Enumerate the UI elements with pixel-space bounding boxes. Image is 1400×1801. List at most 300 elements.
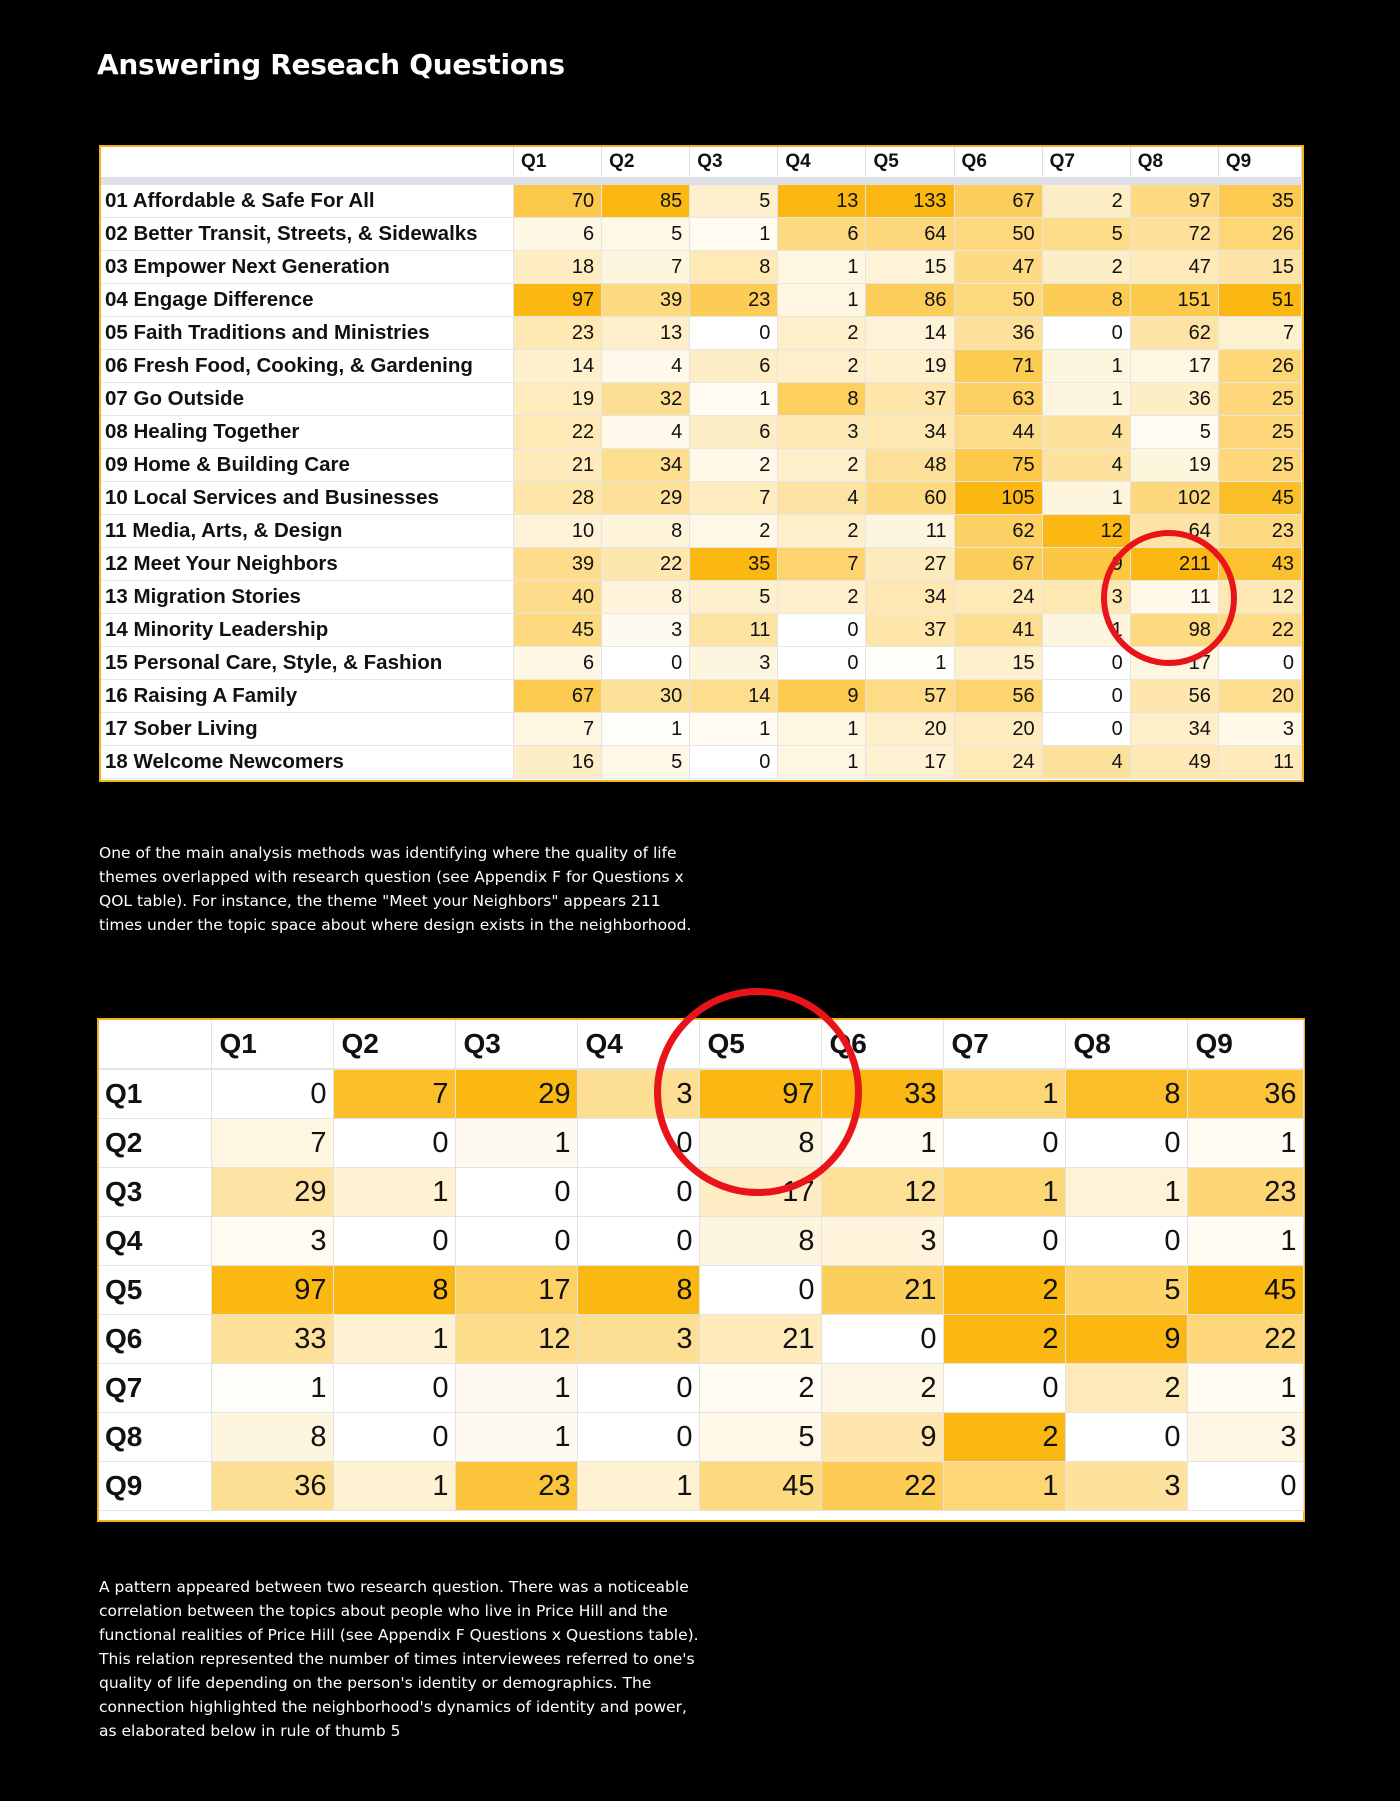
qol-cell: 22 [602,548,690,581]
qol-cell: 23 [690,284,778,317]
qol-cell: 4 [602,350,690,383]
qol-cell: 16 [514,746,602,779]
qq-cell: 0 [577,1364,699,1413]
qq-cell: 1 [455,1413,577,1462]
qol-cell: 1 [602,713,690,746]
qol-cell: 57 [866,680,954,713]
qq-cell: 0 [1065,1413,1187,1462]
qol-cell: 10 [514,515,602,548]
qq-col-header: Q7 [943,1020,1065,1069]
qq-cell: 12 [455,1315,577,1364]
qol-row-label: 02 Better Transit, Streets, & Sidewalks [101,218,514,251]
qol-cell: 20 [1218,680,1301,713]
qol-cell: 0 [1042,317,1130,350]
qq-row-label: Q1 [99,1069,211,1119]
qol-cell: 4 [1042,416,1130,449]
qq-row-label: Q7 [99,1364,211,1413]
qq-cell: 0 [943,1119,1065,1168]
qq-cell: 1 [1187,1119,1303,1168]
qq-cell: 29 [455,1069,577,1119]
qol-row [101,317,1302,350]
qol-cell: 25 [1218,449,1301,482]
qq-cell: 3 [1065,1462,1187,1511]
qq-cell: 5 [1065,1266,1187,1315]
paragraph-question-correlation: A pattern appeared between two research question. There was a noticeable correlation between the topics about people who live in Price Hill and the functional realities of Price Hill (see Appendix F Questions x Questions table). This relation represented the number of times interviewees referred to one's quality of life depending on the person's identity or demographics. The connection highlighted the neighborhood's dynamics of identity and power, as elaborated below in rule of thumb 5 [99,1578,699,1740]
qol-cell: 32 [602,383,690,416]
qol-cell: 60 [866,482,954,515]
qq-cell: 8 [699,1217,821,1266]
qq-row-label: Q6 [99,1315,211,1364]
qol-cell: 7 [1218,317,1301,350]
qol-row [101,383,1302,416]
qq-cell: 0 [1065,1119,1187,1168]
qol-col-header: Q9 [1218,147,1301,181]
qol-cell: 8 [602,515,690,548]
qol-table [101,147,1302,779]
qq-cell: 0 [333,1217,455,1266]
qol-cell: 1 [1042,482,1130,515]
qq-cell: 0 [455,1168,577,1217]
qol-cell: 39 [602,284,690,317]
qol-cell: 37 [866,614,954,647]
qq-cell: 22 [821,1462,943,1511]
qol-cell: 2 [1042,251,1130,284]
qol-cell: 24 [954,746,1042,779]
qol-cell: 8 [602,581,690,614]
qol-cell: 50 [954,218,1042,251]
qol-row-label: 16 Raising A Family [101,680,514,713]
qq-table [99,1020,1304,1511]
qq-row [99,1462,1303,1511]
qol-row-label: 18 Welcome Newcomers [101,746,514,779]
qol-cell: 98 [1130,614,1218,647]
qol-row [101,251,1302,284]
qol-cell: 0 [690,746,778,779]
qol-cell: 43 [1218,548,1301,581]
qol-cell: 1 [778,746,866,779]
qq-col-header: Q5 [699,1020,821,1069]
qq-cell: 17 [699,1168,821,1217]
qol-row [101,713,1302,746]
qq-cell: 0 [943,1364,1065,1413]
qq-cell: 0 [699,1266,821,1315]
qol-cell: 56 [954,680,1042,713]
qol-cell: 6 [690,416,778,449]
qol-cell: 102 [1130,482,1218,515]
qol-cell: 26 [1218,350,1301,383]
qq-cell: 3 [577,1315,699,1364]
qq-col-header: Q9 [1187,1020,1303,1069]
qol-cell: 11 [866,515,954,548]
qol-cell: 45 [514,614,602,647]
qol-cell: 36 [1130,383,1218,416]
qq-cell: 2 [699,1364,821,1413]
qq-col-header: Q2 [333,1020,455,1069]
qol-row [101,449,1302,482]
qol-cell: 1 [778,251,866,284]
qol-row-label: 06 Fresh Food, Cooking, & Gardening [101,350,514,383]
qol-cell: 1 [690,218,778,251]
qq-row [99,1168,1303,1217]
qol-cell: 2 [778,515,866,548]
qol-cell: 62 [1130,317,1218,350]
qq-cell: 97 [699,1069,821,1119]
qq-cell: 1 [333,1462,455,1511]
qol-row-label: 05 Faith Traditions and Ministries [101,317,514,350]
qol-row-label: 10 Local Services and Businesses [101,482,514,515]
qol-row-label: 17 Sober Living [101,713,514,746]
qol-cell: 20 [954,713,1042,746]
qol-cell: 3 [1218,713,1301,746]
qol-cell: 3 [690,647,778,680]
qol-row-label: 04 Engage Difference [101,284,514,317]
qol-row-label: 15 Personal Care, Style, & Fashion [101,647,514,680]
qol-cell: 28 [514,482,602,515]
qol-cell: 2 [778,317,866,350]
qol-cell: 56 [1130,680,1218,713]
qq-cell: 8 [211,1413,333,1462]
qq-cell: 1 [211,1364,333,1413]
qol-cell: 47 [954,251,1042,284]
qol-cell: 133 [866,181,954,218]
qq-cell: 2 [943,1266,1065,1315]
qq-cell: 8 [333,1266,455,1315]
qq-cell: 1 [943,1462,1065,1511]
qol-cell: 7 [602,251,690,284]
qq-cell: 7 [211,1119,333,1168]
qol-cell: 0 [1042,680,1130,713]
qol-cell: 86 [866,284,954,317]
qol-cell: 19 [514,383,602,416]
qq-cell: 1 [821,1119,943,1168]
qq-cell: 1 [943,1168,1065,1217]
qq-cell: 45 [699,1462,821,1511]
qq-cell: 1 [1187,1364,1303,1413]
qol-cell: 5 [602,218,690,251]
qol-cell: 0 [1042,713,1130,746]
qq-cell: 9 [821,1413,943,1462]
qq-cell: 2 [1065,1364,1187,1413]
qol-cell: 67 [514,680,602,713]
qol-cell: 1 [1042,350,1130,383]
qq-row [99,1217,1303,1266]
qol-row [101,746,1302,779]
qol-cell: 8 [778,383,866,416]
qol-cell: 14 [514,350,602,383]
qol-row-label: 09 Home & Building Care [101,449,514,482]
qq-row [99,1413,1303,1462]
qol-cell: 11 [1218,746,1301,779]
qol-cell: 47 [1130,251,1218,284]
qol-cell: 1 [690,713,778,746]
qol-row-label: 03 Empower Next Generation [101,251,514,284]
qol-cell: 15 [866,251,954,284]
qol-cell: 37 [866,383,954,416]
qq-cell: 0 [943,1217,1065,1266]
corner-cell [99,1020,211,1069]
qol-row [101,581,1302,614]
qol-row-label: 01 Affordable & Safe For All [101,181,514,218]
qol-cell: 97 [1130,181,1218,218]
qol-cell: 1 [1042,614,1130,647]
qol-row [101,680,1302,713]
qq-cell: 2 [943,1413,1065,1462]
qq-cell: 0 [821,1315,943,1364]
qq-row [99,1266,1303,1315]
qol-cell: 27 [866,548,954,581]
qol-cell: 4 [1042,746,1130,779]
qol-cell: 63 [954,383,1042,416]
qq-cell: 0 [455,1217,577,1266]
qq-cell: 0 [333,1119,455,1168]
qq-col-header: Q1 [211,1020,333,1069]
qq-cell: 5 [699,1413,821,1462]
qol-cell: 71 [954,350,1042,383]
qq-cell: 23 [1187,1168,1303,1217]
qol-row [101,181,1302,218]
qol-cell: 17 [866,746,954,779]
qol-cell: 8 [690,251,778,284]
qol-cell: 14 [866,317,954,350]
qol-col-header: Q5 [866,147,954,181]
qol-cell: 5 [1130,416,1218,449]
qol-cell: 36 [954,317,1042,350]
qol-cell: 0 [1042,647,1130,680]
qol-cell: 39 [514,548,602,581]
qol-col-header: Q3 [690,147,778,181]
qol-cell: 5 [690,181,778,218]
qol-cell: 45 [1218,482,1301,515]
qol-col-header: Q7 [1042,147,1130,181]
qol-cell: 6 [690,350,778,383]
qq-cell: 1 [455,1364,577,1413]
qol-cell: 3 [602,614,690,647]
qq-cell: 29 [211,1168,333,1217]
qol-col-header: Q2 [602,147,690,181]
qol-cell: 85 [602,181,690,218]
qol-cell: 4 [602,416,690,449]
qol-cell: 1 [866,647,954,680]
qol-row [101,218,1302,251]
qol-cell: 9 [778,680,866,713]
qq-cell: 2 [943,1315,1065,1364]
qq-cell: 1 [577,1462,699,1511]
qol-cell: 44 [954,416,1042,449]
qol-row-label: 08 Healing Together [101,416,514,449]
qol-col-header: Q6 [954,147,1042,181]
qol-cell: 6 [778,218,866,251]
qol-cell: 2 [778,350,866,383]
qol-cell: 6 [514,647,602,680]
qol-cell: 5 [1042,218,1130,251]
qol-cell: 23 [514,317,602,350]
qol-cell: 1 [778,713,866,746]
qq-cell: 12 [821,1168,943,1217]
qol-cell: 30 [602,680,690,713]
qq-cell: 3 [1187,1413,1303,1462]
qq-cell: 0 [211,1069,333,1119]
qq-cell: 33 [821,1069,943,1119]
qq-cell: 22 [1187,1315,1303,1364]
qq-cell: 45 [1187,1266,1303,1315]
qq-cell: 23 [455,1462,577,1511]
paragraph-qol-analysis: One of the main analysis methods was identifying where the quality of life themes overlapped with research question (see Appendix F for Questions x QOL table). For instance, the theme "Meet your Neighbors" appears 211 times under the topic space about where design exists in the neighborhood. [99,844,692,934]
qol-cell: 72 [1130,218,1218,251]
qq-cell: 33 [211,1315,333,1364]
qol-cell: 5 [690,581,778,614]
qq-cell: 3 [577,1069,699,1119]
qol-cell: 0 [690,317,778,350]
qol-cell: 1 [1042,383,1130,416]
qq-row [99,1364,1303,1413]
qol-cell: 22 [514,416,602,449]
qol-cell: 21 [514,449,602,482]
qol-cell: 41 [954,614,1042,647]
qol-cell: 211 [1130,548,1218,581]
qol-col-header: Q1 [514,147,602,181]
qol-cell: 34 [602,449,690,482]
qq-col-header: Q3 [455,1020,577,1069]
qol-cell: 15 [1218,251,1301,284]
qq-cell: 0 [577,1217,699,1266]
qol-cell: 2 [690,515,778,548]
qq-cell: 1 [333,1315,455,1364]
qq-cell: 21 [821,1266,943,1315]
qq-cell: 3 [821,1217,943,1266]
qol-cell: 9 [1042,548,1130,581]
qq-cell: 3 [211,1217,333,1266]
qol-cell: 3 [778,416,866,449]
qol-cell: 50 [954,284,1042,317]
qq-cell: 2 [821,1364,943,1413]
qol-cell: 3 [1042,581,1130,614]
qq-cell: 1 [455,1119,577,1168]
qq-row-label: Q4 [99,1217,211,1266]
qq-row [99,1119,1303,1168]
qq-cell: 97 [211,1266,333,1315]
qq-row-label: Q8 [99,1413,211,1462]
qol-row-label: 07 Go Outside [101,383,514,416]
qq-row [99,1069,1303,1119]
qol-cell: 25 [1218,416,1301,449]
qol-row [101,548,1302,581]
qol-cell: 7 [514,713,602,746]
qol-col-header: Q4 [778,147,866,181]
qol-cell: 12 [1042,515,1130,548]
qol-cell: 8 [1042,284,1130,317]
qq-cell: 36 [211,1462,333,1511]
qq-cell: 1 [333,1168,455,1217]
qq-cell: 0 [577,1119,699,1168]
qol-heatmap-table [99,145,1304,782]
qol-cell: 35 [690,548,778,581]
qol-cell: 4 [1042,449,1130,482]
qol-row [101,284,1302,317]
qol-cell: 20 [866,713,954,746]
qol-cell: 29 [602,482,690,515]
qq-cell: 0 [333,1413,455,1462]
qol-cell: 7 [690,482,778,515]
qq-cell: 9 [1065,1315,1187,1364]
qq-cell: 7 [333,1069,455,1119]
qq-cell: 0 [1065,1217,1187,1266]
qq-cell: 0 [1187,1462,1303,1511]
qol-cell: 22 [1218,614,1301,647]
qol-cell: 97 [514,284,602,317]
qol-cell: 70 [514,181,602,218]
qq-row [99,1315,1303,1364]
qq-cell: 8 [577,1266,699,1315]
qol-cell: 2 [778,581,866,614]
qol-cell: 19 [866,350,954,383]
corner-cell [101,147,514,181]
qq-cell: 1 [1065,1168,1187,1217]
page-title: Answering Reseach Questions [97,48,565,81]
qq-col-header: Q6 [821,1020,943,1069]
qol-cell: 19 [1130,449,1218,482]
qol-row [101,515,1302,548]
qol-cell: 23 [1218,515,1301,548]
qol-cell: 51 [1218,284,1301,317]
qq-col-header: Q8 [1065,1020,1187,1069]
qq-col-header: Q4 [577,1020,699,1069]
qol-cell: 0 [778,614,866,647]
qol-cell: 24 [954,581,1042,614]
qol-cell: 11 [1130,581,1218,614]
qq-cell: 0 [333,1364,455,1413]
qol-cell: 67 [954,181,1042,218]
qol-cell: 4 [778,482,866,515]
qq-cell: 21 [699,1315,821,1364]
qq-row-label: Q3 [99,1168,211,1217]
qol-cell: 40 [514,581,602,614]
qol-cell: 48 [866,449,954,482]
qol-cell: 2 [690,449,778,482]
qol-cell: 12 [1218,581,1301,614]
qol-cell: 0 [1218,647,1301,680]
qol-cell: 64 [1130,515,1218,548]
qol-cell: 1 [778,284,866,317]
qol-row [101,416,1302,449]
qol-cell: 34 [866,416,954,449]
qol-row-label: 11 Media, Arts, & Design [101,515,514,548]
qol-cell: 15 [954,647,1042,680]
qol-cell: 5 [602,746,690,779]
questions-heatmap-table [97,1018,1305,1522]
qol-cell: 64 [866,218,954,251]
qol-row [101,647,1302,680]
qol-cell: 17 [1130,350,1218,383]
qol-row [101,482,1302,515]
qol-cell: 26 [1218,218,1301,251]
qq-row-label: Q5 [99,1266,211,1315]
qol-row-label: 13 Migration Stories [101,581,514,614]
qol-cell: 105 [954,482,1042,515]
qq-cell: 1 [1187,1217,1303,1266]
qol-cell: 34 [866,581,954,614]
qol-cell: 2 [778,449,866,482]
qq-row-label: Q2 [99,1119,211,1168]
qq-row-label: Q9 [99,1462,211,1511]
qq-cell: 8 [1065,1069,1187,1119]
qol-cell: 34 [1130,713,1218,746]
qol-cell: 151 [1130,284,1218,317]
qol-cell: 35 [1218,181,1301,218]
qol-cell: 49 [1130,746,1218,779]
qol-cell: 11 [690,614,778,647]
qq-cell: 8 [699,1119,821,1168]
qol-cell: 6 [514,218,602,251]
